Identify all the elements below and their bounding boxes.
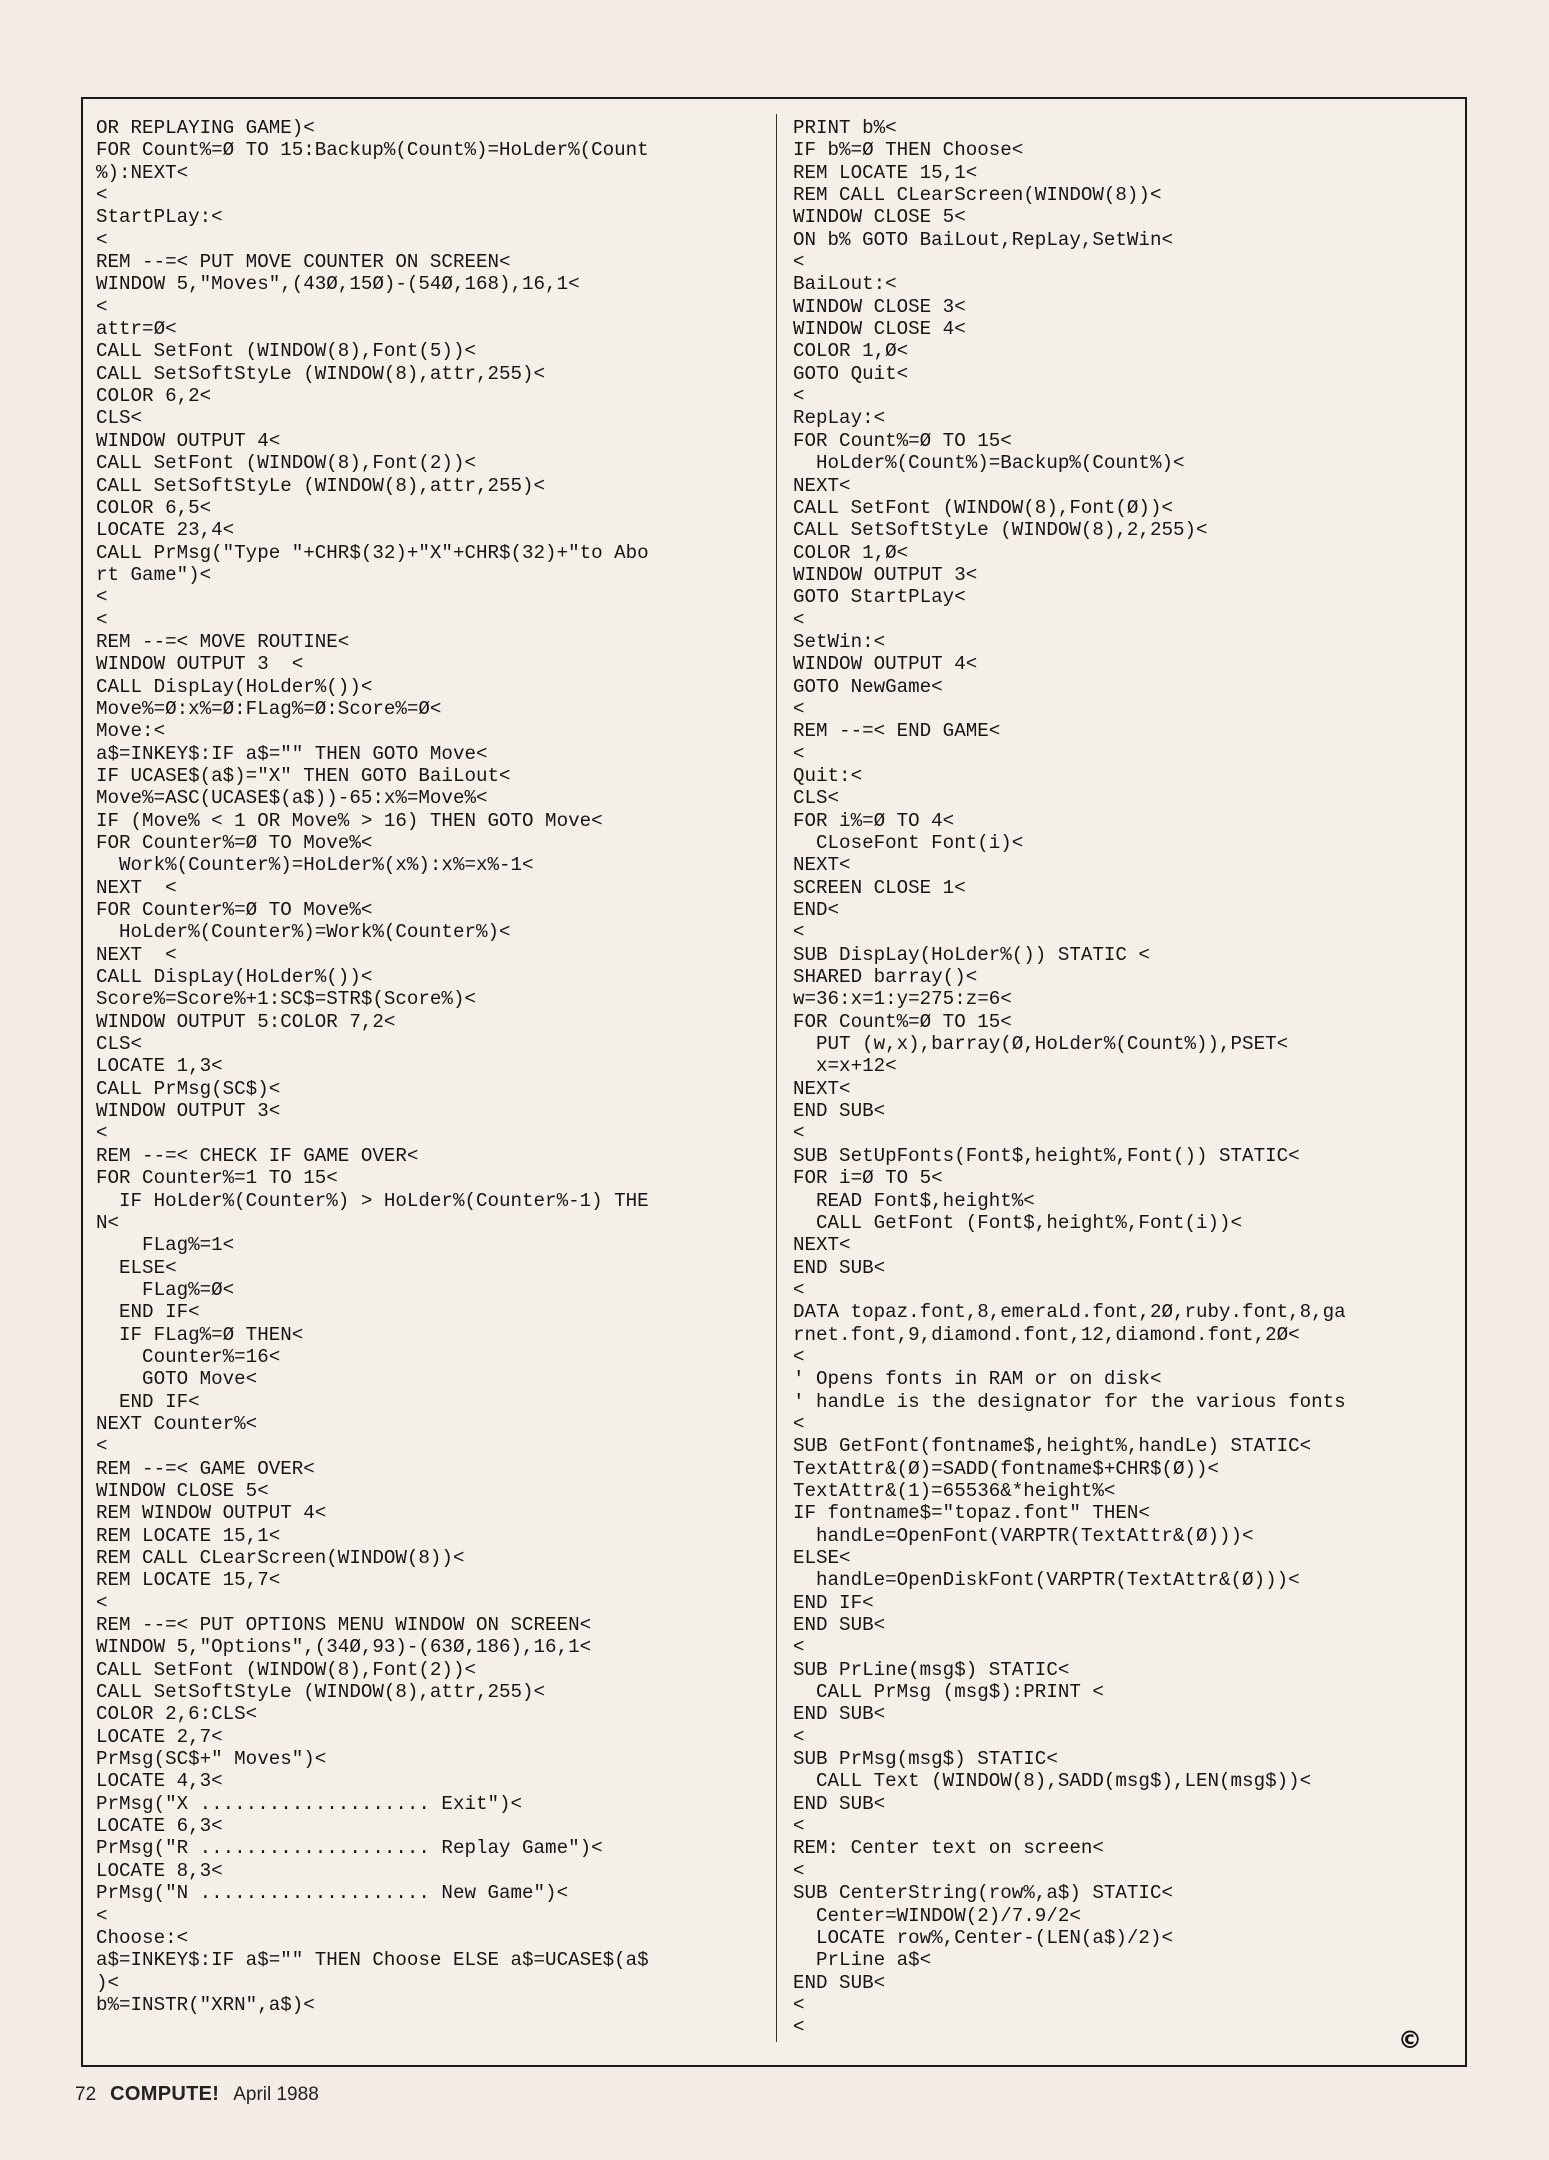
code-line: < xyxy=(793,1815,805,1838)
code-line: REM CALL CLearScreen(WINDOW(8))< xyxy=(793,184,1162,207)
code-line: w=36:x=1:y=275:z=6< xyxy=(793,988,1012,1011)
code-line: END< xyxy=(793,899,840,922)
code-line: PrMsg("N .................... New Game")< xyxy=(96,1882,569,1905)
code-line: CALL SetSoftStyLe (WINDOW(8),attr,255)< xyxy=(96,362,546,385)
code-line: < xyxy=(793,1859,805,1882)
code-line: FOR Counter%=Ø TO Move%< xyxy=(96,832,373,854)
code-line: CALL SetFont (WINDOW(8),Font(5))< xyxy=(96,340,476,363)
code-line: WINDOW OUTPUT 3< xyxy=(793,563,978,586)
code-line: FOR Counter%=1 TO 15< xyxy=(96,1167,338,1190)
code-line: IF FLag%=Ø THEN< xyxy=(96,1323,304,1346)
code-line: < xyxy=(793,1412,805,1435)
listing-right-column xyxy=(793,117,1453,2039)
code-line: WINDOW OUTPUT 5:COLOR 7,2< xyxy=(96,1010,396,1033)
code-line: b%=INSTR("XRN",a$)< xyxy=(96,1993,315,2016)
code-line: REM LOCATE 15,1< xyxy=(793,161,978,184)
column-divider xyxy=(776,114,777,2042)
code-line: CLoseFont Font(i)< xyxy=(793,832,1024,854)
code-line: ELSE< xyxy=(96,1256,177,1279)
code-line: REM --=< CHECK IF GAME OVER< xyxy=(96,1144,419,1167)
code-line: SHARED barray()< xyxy=(793,966,978,989)
code-line: SUB SetUpFonts(Font$,height%,Font()) STATIC< xyxy=(793,1144,1300,1167)
code-line: IF fontname$="topaz.font" THEN< xyxy=(793,1502,1150,1525)
code-line: NEXT < xyxy=(96,876,177,899)
code-line: REM LOCATE 15,7< xyxy=(96,1569,281,1592)
code-line: LOCATE row%,Center-(LEN(a$)/2)< xyxy=(793,1926,1173,1949)
code-line: < xyxy=(793,1278,805,1301)
code-line: ' handLe is the designator for the various fonts xyxy=(793,1390,1346,1413)
code-line: FOR i=Ø TO 5< xyxy=(793,1167,943,1190)
code-line: END SUB< xyxy=(793,1792,886,1815)
code-line: CALL DispLay(HoLder%())< xyxy=(96,675,373,698)
code-line: < xyxy=(96,1435,108,1458)
code-line: REM WINDOW OUTPUT 4< xyxy=(96,1502,327,1525)
code-line: REM LOCATE 15,1< xyxy=(96,1524,281,1547)
code-line: LOCATE 6,3< xyxy=(96,1815,223,1838)
code-line: REM --=< END GAME< xyxy=(793,720,1001,743)
code-line: < xyxy=(793,1122,805,1145)
code-line: NEXT< xyxy=(793,474,851,497)
code-line: GOTO Move< xyxy=(96,1368,258,1391)
page-footer xyxy=(75,2083,319,2106)
code-line: SUB PrMsg(msg$) STATIC< xyxy=(793,1748,1058,1771)
code-line: RepLay:< xyxy=(793,407,886,430)
code-line: FOR Count%=Ø TO 15< xyxy=(793,1010,1012,1033)
code-line: Choose:< xyxy=(96,1926,189,1949)
code-line: < xyxy=(96,1904,108,1927)
code-line: < xyxy=(793,1636,805,1659)
code-line: < xyxy=(793,742,805,765)
code-line: < xyxy=(96,228,108,251)
page-number: 72 xyxy=(75,2084,97,2105)
code-line: REM --=< PUT OPTIONS MENU WINDOW ON SCREEN< xyxy=(96,1614,592,1637)
code-line: SUB CenterString(row%,a$) STATIC< xyxy=(793,1882,1173,1905)
code-line: IF HoLder%(Counter%) > HoLder%(Counter%-1) THE xyxy=(96,1189,649,1212)
code-line: SCREEN CLOSE 1< xyxy=(793,876,966,899)
code-line: SetWin:< xyxy=(793,630,886,653)
code-line: SUB PrLine(msg$) STATIC< xyxy=(793,1658,1070,1681)
code-line: CALL PrMsg (msg$):PRINT < xyxy=(793,1681,1104,1704)
code-line: NEXT< xyxy=(793,854,851,877)
code-line: END SUB< xyxy=(793,1971,886,1994)
code-line: Work%(Counter%)=HoLder%(x%):x%=x%-1< xyxy=(96,854,534,877)
code-line: END SUB< xyxy=(793,1614,886,1637)
code-line: HoLder%(Count%)=Backup%(Count%)< xyxy=(793,452,1185,475)
code-line: HoLder%(Counter%)=Work%(Counter%)< xyxy=(96,921,511,944)
code-line: handLe=OpenDiskFont(VARPTR(TextAttr&(Ø)))< xyxy=(793,1569,1300,1592)
code-line: WINDOW OUTPUT 3 < xyxy=(96,653,304,676)
code-line: Move:< xyxy=(96,720,166,743)
code-line: Move%=ASC(UCASE$(a$))-65:x%=Move%< xyxy=(96,787,488,810)
code-line: CALL Text (WINDOW(8),SADD(msg$),LEN(msg$))< xyxy=(793,1770,1312,1793)
code-line: < xyxy=(96,184,108,207)
code-line: < xyxy=(793,251,805,274)
code-line: WINDOW OUTPUT 4< xyxy=(96,429,281,452)
code-line: WINDOW CLOSE 4< xyxy=(793,318,966,341)
code-line: rt Game")< xyxy=(96,563,212,586)
code-line: PrMsg(SC$+" Moves")< xyxy=(96,1748,327,1771)
code-line: Center=WINDOW(2)/7.9/2< xyxy=(793,1904,1081,1927)
code-line: WINDOW OUTPUT 4< xyxy=(793,653,978,676)
code-line: IF UCASE$(a$)="X" THEN GOTO BaiLout< xyxy=(96,764,511,787)
code-line: REM --=< GAME OVER< xyxy=(96,1457,315,1480)
code-line: GOTO StartPLay< xyxy=(793,586,966,609)
code-line: TextAttr&(Ø)=SADD(fontname$+CHR$(Ø))< xyxy=(793,1457,1220,1480)
code-line: BaiLout:< xyxy=(793,273,897,296)
code-line: REM CALL CLearScreen(WINDOW(8))< xyxy=(96,1547,465,1569)
code-line: PrMsg("X .................... Exit")< xyxy=(96,1792,523,1815)
code-line: < xyxy=(793,385,805,408)
code-line: ELSE< xyxy=(793,1547,851,1569)
code-line: WINDOW CLOSE 5< xyxy=(96,1479,269,1502)
code-line: IF (Move% < 1 OR Move% > 16) THEN GOTO Move< xyxy=(96,809,603,832)
code-line: PrMsg("R .................... Replay Game")< xyxy=(96,1837,603,1860)
code-line: < xyxy=(793,1345,805,1368)
code-line: COLOR 6,5< xyxy=(96,496,212,519)
code-line: PRINT b%< xyxy=(793,117,897,139)
code-line: < xyxy=(793,2016,805,2039)
code-line: < xyxy=(96,586,108,609)
code-line: Quit:< xyxy=(793,764,863,787)
code-line: WINDOW CLOSE 3< xyxy=(793,295,966,318)
code-line: x=x+12< xyxy=(793,1055,897,1078)
code-line: WINDOW OUTPUT 3< xyxy=(96,1100,281,1123)
code-line: a$=INKEY$:IF a$="" THEN Choose ELSE a$=UCASE$(a$ xyxy=(96,1949,649,1972)
code-line: COLOR 2,6:CLS< xyxy=(96,1703,258,1726)
code-line: IF b%=Ø THEN Choose< xyxy=(793,139,1024,162)
code-line: CLS< xyxy=(793,787,840,810)
code-line: handLe=OpenFont(VARPTR(TextAttr&(Ø)))< xyxy=(793,1524,1254,1547)
code-line: END IF< xyxy=(793,1591,874,1614)
code-line: PrLine a$< xyxy=(793,1949,932,1972)
code-line: LOCATE 1,3< xyxy=(96,1055,223,1078)
code-line: < xyxy=(96,1122,108,1145)
code-line: NEXT < xyxy=(96,943,177,966)
code-line: LOCATE 23,4< xyxy=(96,519,235,542)
code-line: WINDOW 5,"Options",(34Ø,93)-(63Ø,186),16,1< xyxy=(96,1636,592,1659)
code-line: REM --=< PUT MOVE COUNTER ON SCREEN< xyxy=(96,251,511,274)
code-line: NEXT< xyxy=(793,1234,851,1257)
code-line: CALL SetSoftStyLe (WINDOW(8),attr,255)< xyxy=(96,1681,546,1704)
code-line: FOR Count%=Ø TO 15:Backup%(Count%)=HoLder%(Count xyxy=(96,139,649,162)
code-line: FLag%=1< xyxy=(96,1234,235,1257)
code-line: CALL PrMsg("Type "+CHR$(32)+"X"+CHR$(32)+"to Abo xyxy=(96,541,649,564)
code-line: CALL GetFont (Font$,height%,Font(i))< xyxy=(793,1211,1243,1234)
code-line: REM: Center text on screen< xyxy=(793,1837,1104,1860)
code-line: Move%=Ø:x%=Ø:FLag%=Ø:Score%=Ø< xyxy=(96,697,442,720)
code-line: LOCATE 4,3< xyxy=(96,1770,223,1793)
code-line: StartPLay:< xyxy=(96,206,223,229)
code-line: READ Font$,height%< xyxy=(793,1189,1035,1212)
code-line: a$=INKEY$:IF a$="" THEN GOTO Move< xyxy=(96,742,488,765)
code-line: TextAttr&(1)=65536&*height%< xyxy=(793,1479,1116,1502)
code-line: COLOR 1,Ø< xyxy=(793,541,909,564)
code-line: OR REPLAYING GAME)< xyxy=(96,117,315,139)
code-line: END SUB< xyxy=(793,1100,886,1123)
listing-left-column xyxy=(96,117,764,2016)
code-line: attr=Ø< xyxy=(96,318,177,341)
code-line: ON b% GOTO BaiLout,RepLay,SetWin< xyxy=(793,228,1173,251)
code-line: CALL SetFont (WINDOW(8),Font(2))< xyxy=(96,1658,476,1681)
code-line: %):NEXT< xyxy=(96,161,189,184)
code-line: < xyxy=(96,1591,108,1614)
code-line: < xyxy=(793,697,805,720)
code-line: NEXT Counter%< xyxy=(96,1412,258,1435)
code-line: LOCATE 2,7< xyxy=(96,1725,223,1748)
code-line: CLS< xyxy=(96,407,143,430)
code-line: CALL SetSoftStyLe (WINDOW(8),2,255)< xyxy=(793,519,1208,542)
code-line: < xyxy=(96,608,108,631)
code-line: CALL PrMsg(SC$)< xyxy=(96,1077,281,1100)
code-line: GOTO NewGame< xyxy=(793,675,943,698)
code-line: FOR Counter%=Ø TO Move%< xyxy=(96,899,373,922)
code-line: SUB DispLay(HoLder%()) STATIC < xyxy=(793,943,1150,966)
code-line: LOCATE 8,3< xyxy=(96,1859,223,1882)
code-line: PUT (w,x),barray(Ø,HoLder%(Count%)),PSET< xyxy=(793,1033,1289,1056)
code-line: WINDOW CLOSE 5< xyxy=(793,206,966,229)
code-line: WINDOW 5,"Moves",(43Ø,15Ø)-(54Ø,168),16,1< xyxy=(96,273,580,296)
code-line: FLag%=Ø< xyxy=(96,1278,235,1301)
code-line: CALL SetFont (WINDOW(8),Font(Ø))< xyxy=(793,496,1173,519)
code-line: END IF< xyxy=(96,1301,200,1324)
code-line: END SUB< xyxy=(793,1703,886,1726)
code-line: NEXT< xyxy=(793,1077,851,1100)
code-line: REM --=< MOVE ROUTINE< xyxy=(96,630,350,653)
end-of-listing-mark: © xyxy=(1398,2026,1422,2054)
code-line: < xyxy=(793,921,805,944)
code-line: )< xyxy=(96,1971,120,1994)
code-line: Score%=Score%+1:SC$=STR$(Score%)< xyxy=(96,988,476,1011)
code-line: < xyxy=(96,295,108,318)
code-line: COLOR 6,2< xyxy=(96,385,212,408)
issue-date: April 1988 xyxy=(233,2084,319,2105)
code-line: DATA topaz.font,8,emeraLd.font,2Ø,ruby.font,8,ga xyxy=(793,1301,1346,1324)
code-line: CALL DispLay(HoLder%())< xyxy=(96,966,373,989)
code-line: < xyxy=(793,608,805,631)
magazine-name: COMPUTE! xyxy=(110,2083,220,2105)
code-line: < xyxy=(793,1725,805,1748)
code-line: N< xyxy=(96,1211,120,1234)
code-line: GOTO Quit< xyxy=(793,362,909,385)
code-line: FOR i%=Ø TO 4< xyxy=(793,809,955,832)
code-line: ' Opens fonts in RAM or on disk< xyxy=(793,1368,1162,1391)
code-line: COLOR 1,Ø< xyxy=(793,340,909,363)
code-line: Counter%=16< xyxy=(96,1345,281,1368)
code-line: CALL SetFont (WINDOW(8),Font(2))< xyxy=(96,452,476,475)
code-line: FOR Count%=Ø TO 15< xyxy=(793,429,1012,452)
code-line: END IF< xyxy=(96,1390,200,1413)
code-line: CLS< xyxy=(96,1033,143,1056)
code-line: SUB GetFont(fontname$,height%,handLe) STATIC< xyxy=(793,1435,1312,1458)
code-line: END SUB< xyxy=(793,1256,886,1279)
code-line: < xyxy=(793,1993,805,2016)
code-line: rnet.font,9,diamond.font,12,diamond.font,2Ø< xyxy=(793,1323,1300,1346)
code-line: CALL SetSoftStyLe (WINDOW(8),attr,255)< xyxy=(96,474,546,497)
